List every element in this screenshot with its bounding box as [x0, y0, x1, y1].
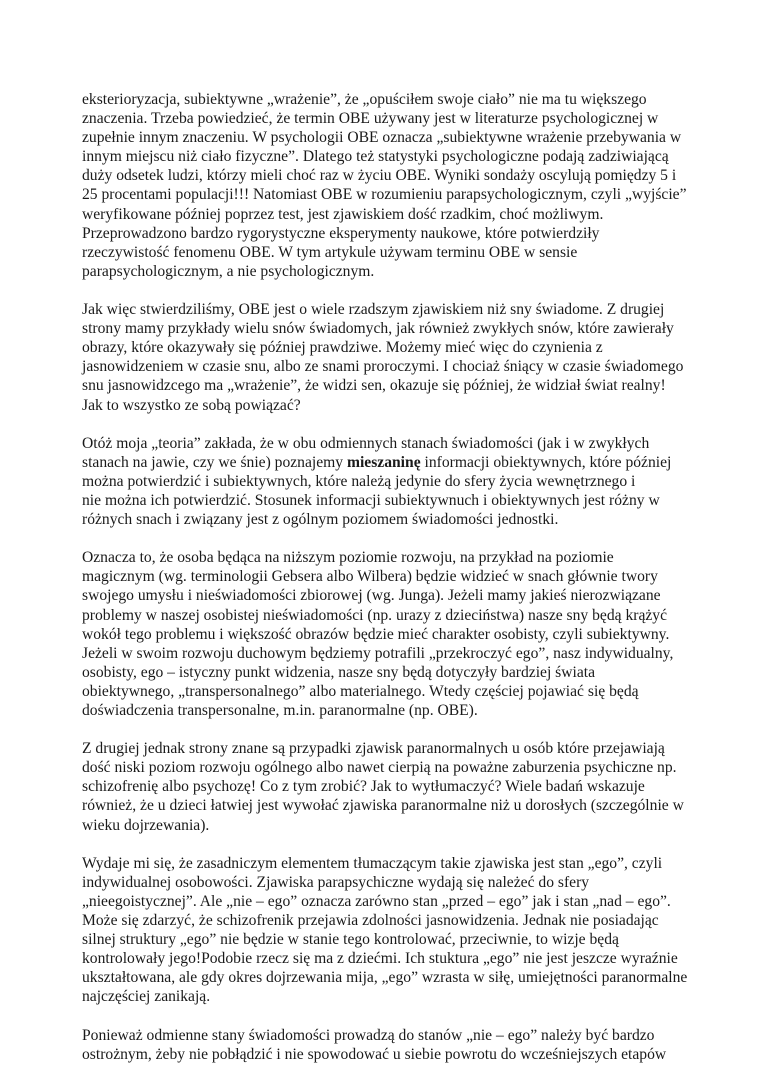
text-line: swojego umysłu i nieświadomości zbiorowej (wg. Junga). Jeżeli mamy jakieś nierozwiązane	[82, 587, 661, 605]
document-body	[82, 90, 688, 1083]
text-line: kontrolowały jego!Podobie rzecz się ma z dziećmi. Ich stuktura „ego” nie jest jeszcze wyraźnie	[82, 950, 678, 968]
text-line: nie można ich potwierdzić. Stosunek informacji subiektywnuch i obiektywnych jest różny w	[82, 491, 660, 509]
text-line: „nieegoistycznej”. Ale „nie – ego” oznacza zarówno stan „przed – ego” jak i stan „nad – ego”.	[82, 892, 671, 910]
text-line: jasnowidzeniem w czasie snu, albo ze snami proroczymi. I chociaż śniący w czasie świadomego	[82, 358, 684, 376]
text-line: innym miejscu niż ciało fizyczne”. Dlatego też statystyki psychologiczne podają zadziwiającą	[82, 148, 669, 166]
paragraph-7	[82, 1026, 682, 1064]
text-line: osobisty, ego – istyczny punkt widzenia, nasze sny będą dotyczyły bardziej świata	[82, 663, 596, 681]
text-line: Jeżeli w swoim rozwoju duchowym będziemy potrafili „przekroczyć ego”, nasz indywidualny,	[82, 644, 674, 662]
text-line: ostrożnym, żeby nie pobłądzić i nie spowodować u siebie powrotu do wcześniejszych etapów	[82, 1045, 667, 1063]
text-line: magicznym (wg. terminologii Gebsera albo Wilbera) będzie widzieć w snach głównie twory	[82, 568, 658, 586]
text-line: Przeprowadzono bardzo rygorystyczne eksperymenty naukowe, które potwierdziły	[82, 224, 600, 242]
bold-term: mieszaninę	[346, 453, 421, 471]
text-line: Z drugiej jednak strony znane są przypadki zjawisk paranormalnych u osób które przejawiają	[82, 740, 665, 758]
text-line: problemy w naszej osobistej nieświadomości (np. urazy z dzieciństwa) nasze sny będą krążyć	[82, 606, 668, 624]
text-line: znaczenia. Trzeba powiedzieć, że termin OBE używany jest w literaturze psychologicznej w	[82, 110, 659, 128]
text-line: indywidualnej osobowości. Zjawiska parapsychiczne wydają się należeć do sfery	[82, 873, 590, 891]
text-line: Jak to wszystko ze sobą powiązać?	[82, 396, 301, 414]
paragraph-4	[82, 548, 682, 720]
text-line: 25 procentami populacji!!! Natomiast OBE w rozumieniu parapsychologicznym, czyli „wyjście”	[82, 186, 687, 204]
text-line: obiektywnego, „transpersonalnego” albo materialnego. Wtedy częściej pojawiać się będą	[82, 682, 639, 700]
text-line: eksterioryzacja, subiektywne „wrażenie”, że „opuściłem swoje ciało” nie ma tu większego	[82, 91, 647, 108]
paragraph-5	[82, 739, 682, 834]
text-line: snu jasnowidzcego ma „wrażenie”, że widzi sen, okazuje się później, że widział świat realny!	[82, 377, 666, 395]
paragraph-6	[82, 854, 688, 1007]
text-line: weryfikowane później poprzez test, jest zjawiskiem dość rzadkim, choć możliwym.	[82, 205, 604, 223]
text-line: Otóż moja „teoria” zakłada, że w obu odmiennych stanach świadomości (jak i w zwykłych	[82, 434, 650, 452]
text-line: Jak więc stwierdziliśmy, OBE jest o wiele rzadszym zjawiskiem niż sny świadome. Z drugiej	[82, 301, 665, 319]
text-line: doświadczenia transpersonalne, m.in. paranormalne (np. OBE).	[82, 702, 478, 719]
text-line: ukształtowana, ale gdy okres dojrzewania mija, „ego” wzrasta w siłę, umiejętności paranormalne	[82, 969, 688, 987]
paragraph-3	[82, 434, 682, 529]
text-line: zupełnie innym znaczeniu. W psychologii OBE oznacza „subiektywne wrażenie przebywania w	[82, 129, 682, 147]
text-line: duży odsetek ludzi, którzy mieli choć raz w życiu OBE. Wyniki sondaży oscylują pomiędzy 5 i	[82, 167, 677, 185]
text-line	[82, 453, 682, 472]
text-line: również, że u dzieci łatwiej jest wywołać zjawiska paranormalne niż u dorosłych (szczególnie w	[82, 797, 684, 815]
text-line: Może się zdarzyć, że schizofrenik przejawia zdolności jasnowidzenia. Jednak nie posiadając	[82, 912, 659, 930]
text-run: informacji obiektywnych, które później	[420, 453, 672, 471]
text-line: parapsychologicznym, a nie psychologicznym.	[82, 262, 375, 280]
text-run: stanach na jawie, czy we śnie) poznajemy	[82, 453, 347, 471]
text-line: obrazy, które okazywały się później prawdziwe. Możemy mieć więc do czynienia z	[82, 339, 603, 357]
text-line: dość niski poziom rozwoju ogólnego albo nawet cierpią na poważne zaburzenia psychiczne np.	[82, 759, 677, 777]
text-line: wokół tego problemu i większość obrazów będzie mieć charakter osobisty, czyli subiektywny.	[82, 625, 670, 643]
text-line: Ponieważ odmienne stany świadomości prowadzą do stanów „nie – ego” należy być bardzo	[82, 1026, 655, 1044]
text-line: najczęściej zanikają.	[82, 988, 211, 1006]
text-line: schizofrenię albo psychozę! Co z tym zrobić? Jak to wytłumaczyć? Wiele badań wskazuje	[82, 778, 645, 796]
text-line: silnej struktury „ego” nie będzie w stanie tego kontrolować, przeciwnie, to wizje będą	[82, 931, 619, 949]
text-line: Wydaje mi się, że zasadniczym elementem tłumaczącym takie zjawiska jest stan „ego”, czyli	[82, 854, 663, 872]
text-line: Oznacza to, że osoba będąca na niższym poziomie rozwoju, na przykład na poziomie	[82, 549, 614, 567]
text-line: rzeczywistość fenomenu OBE. W tym artykule używam terminu OBE w sensie	[82, 243, 578, 261]
paragraph-1	[82, 90, 687, 281]
text-line: wieku dojrzewania).	[82, 816, 210, 834]
text-line: można potwierdzić i subiektywnych, które należą jedynie do sfery życia wewnętrznego i	[82, 472, 636, 490]
text-line: strony mamy przykłady wielu snów świadomych, jak również zwykłych snów, które zawierały	[82, 320, 674, 338]
paragraph-2	[82, 300, 682, 415]
text-line: różnych snach i związany jest z ogólnym poziomem świadomości jednostki.	[82, 511, 559, 529]
